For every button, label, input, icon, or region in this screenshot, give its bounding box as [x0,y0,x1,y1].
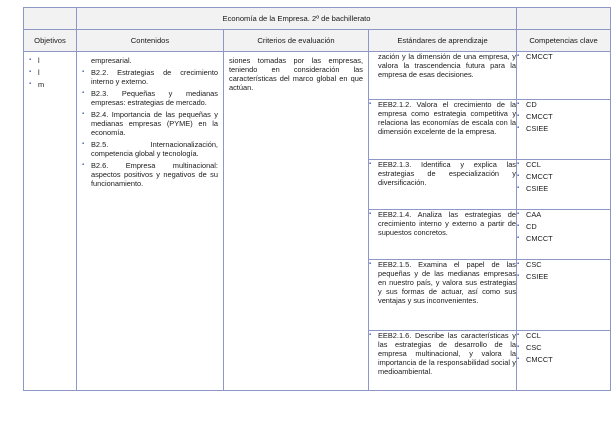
competencia-item: ▪ CSIEE [517,272,610,281]
competencias-cell [517,331,611,391]
competencia-item: ▪ CSIEE [517,124,610,133]
standard-cell [369,52,517,100]
standard-text: zación y la dimensión de una empresa, y valora la trascendencia futura para la empresa de esas decisiones. [378,52,517,79]
curriculum-table [23,7,611,391]
competencia-item: ▪ CMCCT [517,112,610,121]
competencia-item: ▪ CMCCT [517,355,610,364]
title-left-blank [24,8,77,30]
objetivos-list [29,56,71,89]
competencia-item: ▪ CD [517,100,610,109]
competencia-item: ▪ CCL [517,160,610,169]
header-objetivos: Objetivos [24,30,77,52]
standard-cell [369,100,517,160]
standard-cell [369,331,517,391]
standard-text: ▪ EEB2.1.2. Valora el crecimiento de la empresa como estrategia competitiva y relaciona las economías de escala con la dimensión excelente de la empresa. [369,100,516,136]
header-contenidos: Contenidos [77,30,224,52]
contenido-item: ▪ B2.5. Internacionalización, competencia global y tecnología. [82,140,218,158]
objetivo-item: ▪ m [29,80,71,89]
objetivo-item: ▪ l [29,56,71,65]
competencia-item: ▪ CMCCT [517,52,610,61]
competencia-item: ▪ CMCCT [517,172,610,181]
competencias-cell [517,52,611,100]
contenido-item: ▪ B2.3. Pequeñas y medianas empresas: estrategias de mercado. [82,89,218,107]
contenidos-cell [77,52,224,391]
competencias-list [517,160,610,193]
standard-cell [369,160,517,210]
competencia-item: ▪ CAA [517,210,610,219]
title-right-blank [517,8,611,30]
competencia-item: ▪ CSIEE [517,184,610,193]
criterios-cell [224,52,369,391]
competencia-item: ▪ CCL [517,331,610,340]
standard-text: ▪ EEB2.1.4. Analiza las estrategias de crecimiento interno y externo a partir de supuestos concretos. [369,210,516,237]
competencia-item: ▪ CSC [517,343,610,352]
competencias-cell [517,160,611,210]
competencias-cell [517,260,611,331]
standard-text: ▪ EEB2.1.3. Identifica y explica las estrategias de especialización y diversificación. [369,160,516,187]
header-criterios: Criterios de evaluación [224,30,369,52]
contenido-item: ▪ B2.2. Estrategias de crecimiento interno y externo. [82,68,218,86]
competencia-item: ▪ CSC [517,260,610,269]
objetivos-cell [24,52,77,391]
competencias-list [517,260,610,281]
competencias-cell [517,210,611,260]
table-title: Economía de la Empresa. 2º de bachillerato [77,8,517,30]
competencias-cell [517,100,611,160]
competencias-list [517,210,610,243]
competencia-item: ▪ CMCCT [517,234,610,243]
header-estandares: Estándares de aprendizaje [369,30,517,52]
criterios-text: siones tomadas por las empresas, teniendo en consideración las características del marco global en que actúan. [229,56,363,92]
contenidos-intro: empresarial. [91,56,132,65]
standard-text: ▪ EEB2.1.6. Describe las características y las estrategias de desarrollo de la empresa multinacional, y valora la importancia de la responsabilidad social y medioambiental. [369,331,516,376]
competencias-list [517,52,610,61]
contenido-item: ▪ B2.6. Empresa multinacional: aspectos positivos y negativos de su funcionamiento. [82,161,218,188]
standard-text: ▪ EEB2.1.5. Examina el papel de las pequeñas y de las medianas empresas en nuestro país, y valora sus estrategias y sus formas de actuar, así como sus ventajas y sus inconvenientes. [369,260,516,305]
competencia-item: ▪ CD [517,222,610,231]
standard-cell [369,260,517,331]
header-competencias: Competencias clave [517,30,611,52]
competencias-list [517,331,610,364]
objetivo-item: ▪ l [29,68,71,77]
competencias-list [517,100,610,133]
standard-cell [369,210,517,260]
contenidos-list [82,68,218,188]
contenido-item: ▪ B2.4. Importancia de las pequeñas y medianas empresas (PYME) en la economía. [82,110,218,137]
